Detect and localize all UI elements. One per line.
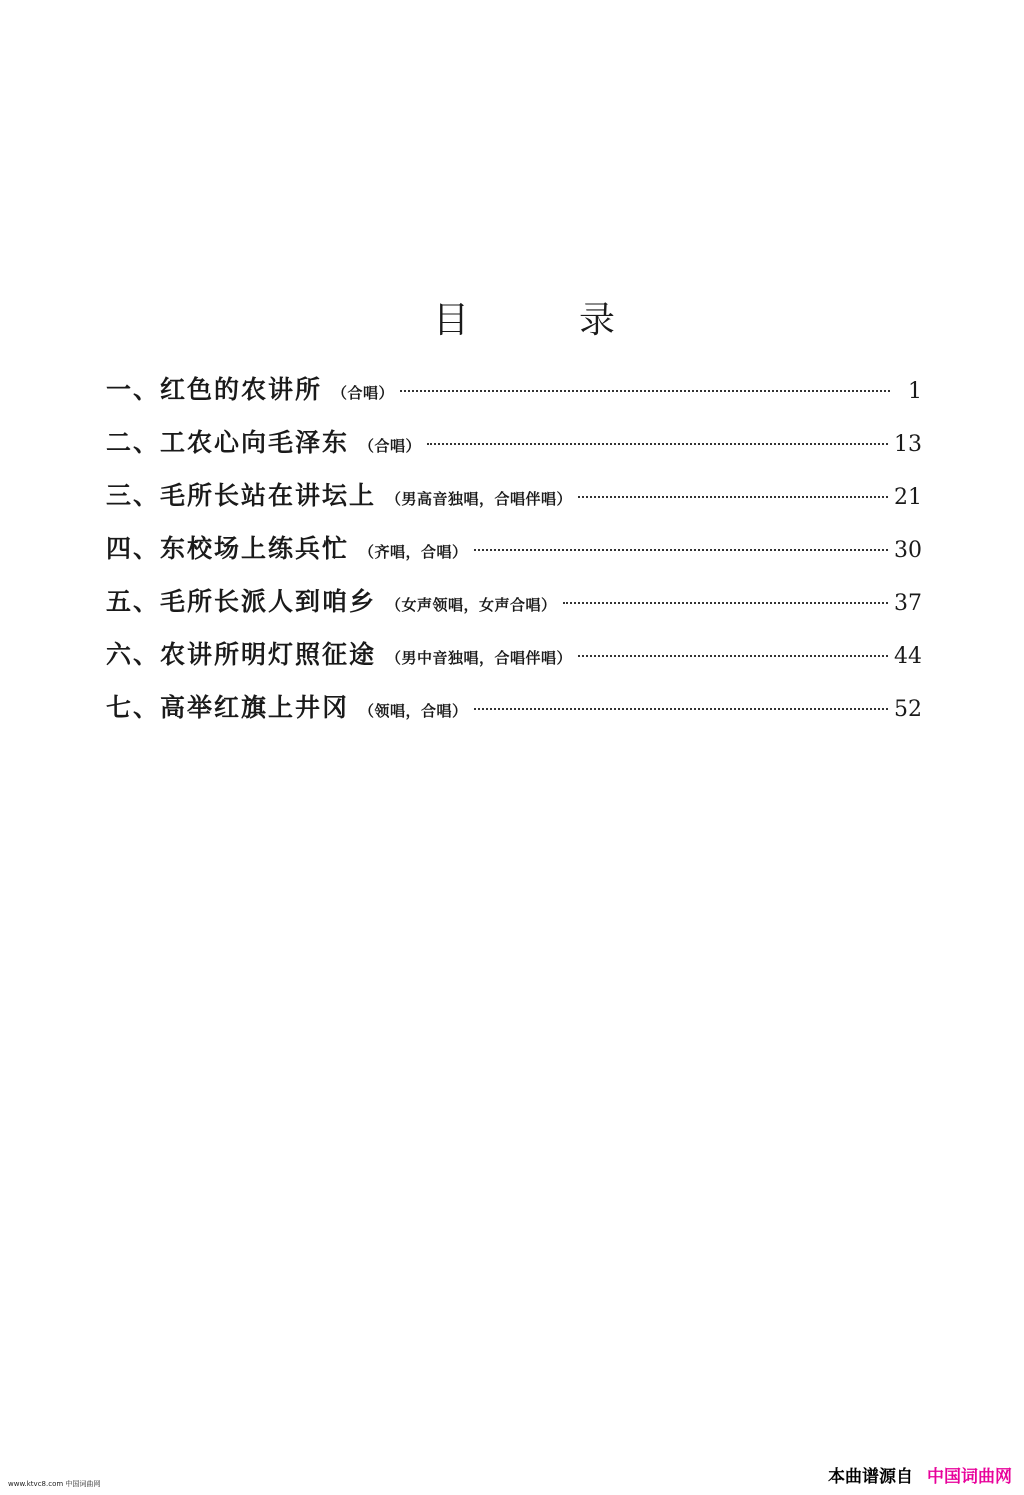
toc-entry-note: （齐唱，合唱） bbox=[359, 543, 468, 561]
footer-source-label: 本曲谱源自 bbox=[828, 1467, 913, 1487]
footer-source bbox=[828, 1462, 1012, 1487]
page-title bbox=[0, 292, 1024, 343]
toc-entry-title: 六、农讲所明灯照征途 bbox=[106, 640, 377, 669]
dot-leader bbox=[474, 708, 888, 710]
title-char-1: 目 bbox=[432, 300, 469, 341]
toc-entry-title: 二、工农心向毛泽东 bbox=[106, 428, 350, 457]
toc-entry-title: 七、高举红旗上井冈 bbox=[106, 693, 350, 722]
toc-entry-2[interactable] bbox=[106, 423, 922, 476]
toc-entry-page: 21 bbox=[894, 485, 922, 510]
toc-entry-page: 44 bbox=[894, 644, 922, 669]
toc-entry-4[interactable] bbox=[106, 529, 922, 582]
toc-entry-title: 三、毛所长站在讲坛上 bbox=[106, 481, 377, 510]
toc-entry-page: 37 bbox=[894, 591, 922, 616]
footer-watermark-url: www.ktvc8.com 中国词曲网 bbox=[8, 1480, 101, 1488]
toc-entry-note: （合唱） bbox=[332, 384, 395, 402]
toc-entry-note: （合唱） bbox=[359, 437, 422, 455]
toc-entry-title: 一、红色的农讲所 bbox=[106, 375, 323, 404]
title-char-2: 录 bbox=[579, 300, 616, 341]
toc-entry-page: 30 bbox=[894, 538, 922, 563]
toc-entry-7[interactable] bbox=[106, 688, 922, 741]
toc-entry-note: （女声领唱，女声合唱） bbox=[386, 596, 557, 614]
footer-brand: 中国词曲网 bbox=[927, 1467, 1012, 1487]
toc-entry-page: 52 bbox=[894, 697, 922, 722]
dot-leader bbox=[474, 549, 888, 551]
table-of-contents bbox=[106, 370, 922, 741]
toc-entry-page: 13 bbox=[894, 432, 922, 457]
toc-entry-page: 1 bbox=[908, 379, 922, 404]
dot-leader bbox=[578, 655, 888, 657]
toc-entry-1[interactable] bbox=[106, 370, 922, 423]
toc-entry-6[interactable] bbox=[106, 635, 922, 688]
dot-leader bbox=[578, 496, 888, 498]
toc-entry-note: （男中音独唱，合唱伴唱） bbox=[386, 649, 573, 667]
toc-entry-5[interactable] bbox=[106, 582, 922, 635]
toc-entry-3[interactable] bbox=[106, 476, 922, 529]
toc-entry-title: 四、东校场上练兵忙 bbox=[106, 534, 350, 563]
toc-entry-note: （男高音独唱，合唱伴唱） bbox=[386, 490, 573, 508]
dot-leader bbox=[400, 390, 890, 392]
dot-leader bbox=[427, 443, 888, 445]
toc-entry-note: （领唱，合唱） bbox=[359, 702, 468, 720]
dot-leader bbox=[563, 602, 888, 604]
toc-entry-title: 五、毛所长派人到咱乡 bbox=[106, 587, 377, 616]
